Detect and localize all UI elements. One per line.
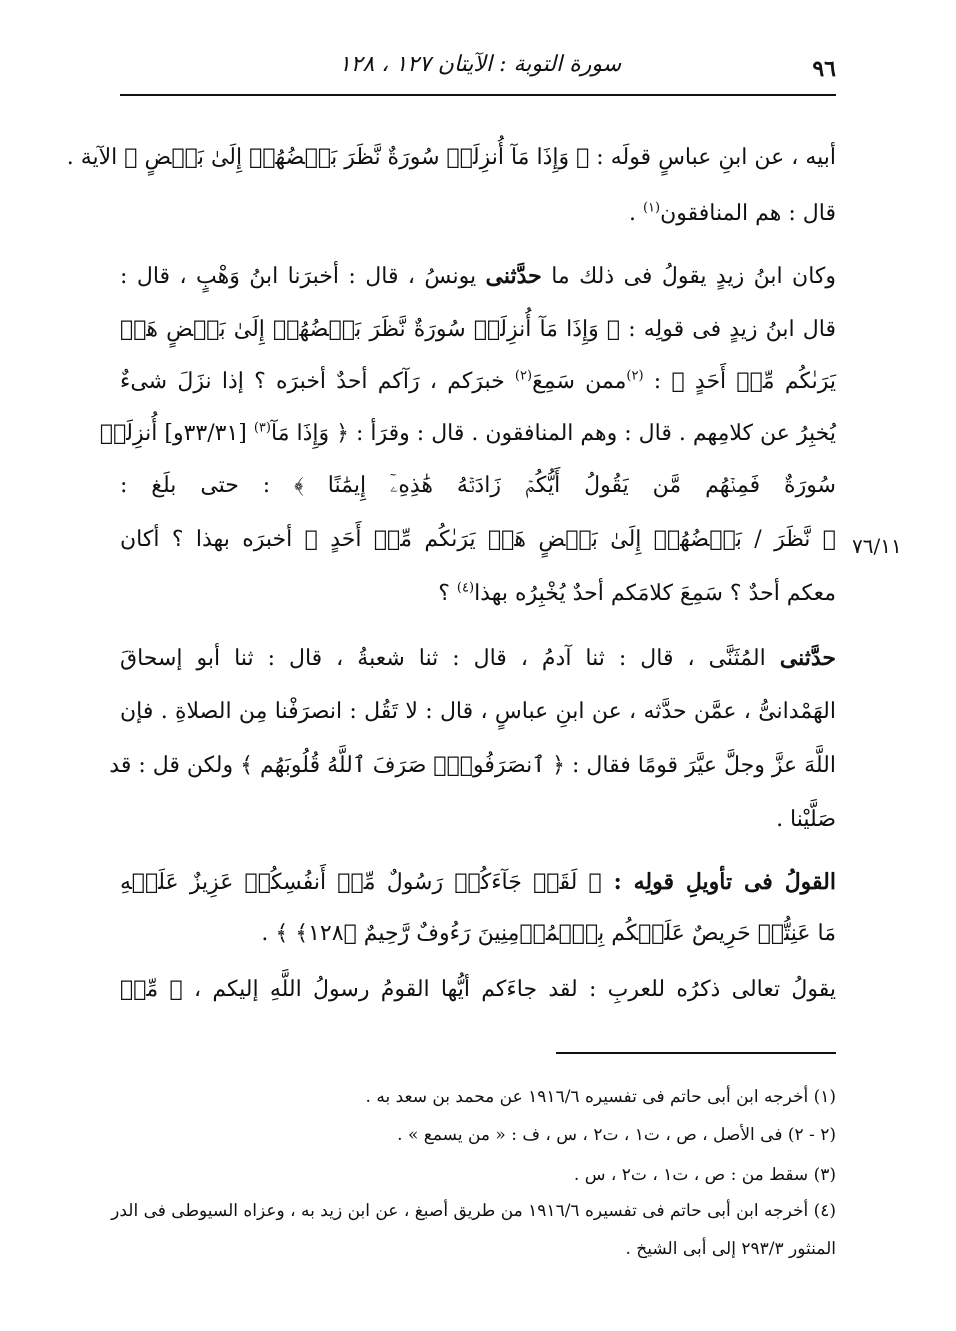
- footnote: (١) أخرجه ابن أبى حاتم فى تفسيره ١٩١٦/٦ عن محمد بن سعد به .: [365, 1087, 836, 1107]
- margin-reference: ٧٦/١١: [852, 534, 902, 558]
- body-line: قال : هم المنافقون$^{(١)}$ .: [628, 200, 836, 226]
- footnote: (٤) أخرجه ابن أبى حاتم فى تفسيره ١٩١٦/٦ من طريق أصبغ ، عن ابن زيد به ، وعزاه السيوطى فى الدر: [111, 1201, 836, 1221]
- body-line: صَلَّيْنا .: [776, 807, 836, 832]
- body-line: يَرَىٰكُم مِّنۡ أَحَدٍ ﴾ : $^{(٢)}$ممن سَمِعَ$^{(٢)}$ خبرَكم ، رَآكم أحدٌ أخبرَه ؟ إذا نزَلَ شىءٌ: [120, 368, 836, 394]
- footnote: (٢ - ٢) فى الأصل ، ص ، ت١ ، ت٢ ، س ، ف : « من يسمع » .: [397, 1125, 836, 1145]
- running-title: سورة التوبة : الآيتان ١٢٧ ، ١٢٨: [338, 52, 622, 77]
- body-line: مَا عَنِتُّمۡ حَرِيصٌ عَلَيۡكُم بِٱلۡمُؤۡمِنِينَ رَءُوفٌ رَّحِيمٌ ﴿١٢٨﴾ ﴾ .: [261, 921, 836, 946]
- footnote: المنثور ٢٩٣/٣ إلى أبى الشيخ .: [625, 1239, 836, 1259]
- body-line: يقولُ تعالى ذكرُه للعربِ : لقد جاءَكم أيُّها القومُ رسولُ اللَّهِ إليكم ، ﴿ مِّنۡ: [120, 977, 836, 1002]
- page-number: ٩٦: [812, 56, 836, 82]
- header-rule: [120, 94, 836, 96]
- body-line: وكان ابنُ زيدٍ يقولُ فى ذلك ما حدَّثنى يونسُ ، قال : أخبرَنا ابنُ وَهْبٍ ، قال :: [120, 263, 837, 289]
- body-line: قال ابنُ زيدٍ فى قولِه : ﴿ وَإِذَا مَآ أُنزِلَتۡ سُورَةٌ نَّظَرَ بَعۡضُهُمۡ إِلَىٰ بَعۡضٍ هَلۡ: [120, 317, 836, 342]
- body-line: أبيه ، عن ابنِ عباسٍ قولَه : ﴿ وَإِذَا مَآ أُنزِلَتۡ سُورَةٌ نَّظَرَ بَعۡضُهُمۡ إِلَىٰ بَعۡضٍ ﴾ الآية .: [66, 145, 836, 170]
- body-line: سُورَةٌ فَمِنۡهُم مَّن يَقُولُ أَيُّكُمۡ زَادَتۡهُ هَٰذِهِۦٓ إِيمَٰنًا ﴾ : حتى بلَغ :: [120, 473, 836, 498]
- body-line: الهَمْدانىُّ ، عمَّن حدَّثه ، عن ابنِ عباسٍ ، قال : لا تَقُل : انصرَفْنا مِن الصلاةِ . فإن: [120, 699, 836, 724]
- footnote-rule: [556, 1052, 836, 1054]
- body-line: القولُ فى تأويلِ قولِه : ﴿ لَقَدۡ جَآءَكُمۡ رَسُولٌ مِّنۡ أَنفُسِكُمۡ عَزِيزٌ عَلَيۡهِ: [120, 869, 836, 895]
- body-line: اللَّهَ عزَّ وجلَّ عيَّرَ قومًا فقال : ﴿ ٱنصَرَفُواْۚ صَرَفَ ٱللَّهُ قُلُوبَهُم ﴾ ولكن قل : قد: [109, 753, 836, 778]
- footnote: (٣) سقط من : ص ، ت١ ، ت٢ ، س .: [573, 1165, 836, 1185]
- body-line: يُخبِرُ عن كلامِهم . قال : وهم المنافقون . قال : وقرَأ : ﴿ وَإِذَا مَآ$^{(٣)}$ [٣٣/٣١و] أُنزِلَتۡ: [99, 420, 836, 446]
- body-line: ﴿ نَّظَرَ / بَعۡضُهُمۡ إِلَىٰ بَعۡضٍ هَلۡ يَرَىٰكُم مِّنۡ أَحَدٍ ﴾ أخبرَه بهذا ؟ أكان: [120, 527, 836, 552]
- body-line: حدَّثنى المُثَنَّى ، قال : ثنا آدمُ ، قال : ثنا شعبةُ ، قال : ثنا أبو إسحاقَ: [120, 645, 836, 671]
- body-line: معكم أحدٌ ؟ سَمِعَ كلامَكم أحدٌ يُخْبِرُه بهذا$^{(٤)}$ ؟: [438, 580, 836, 606]
